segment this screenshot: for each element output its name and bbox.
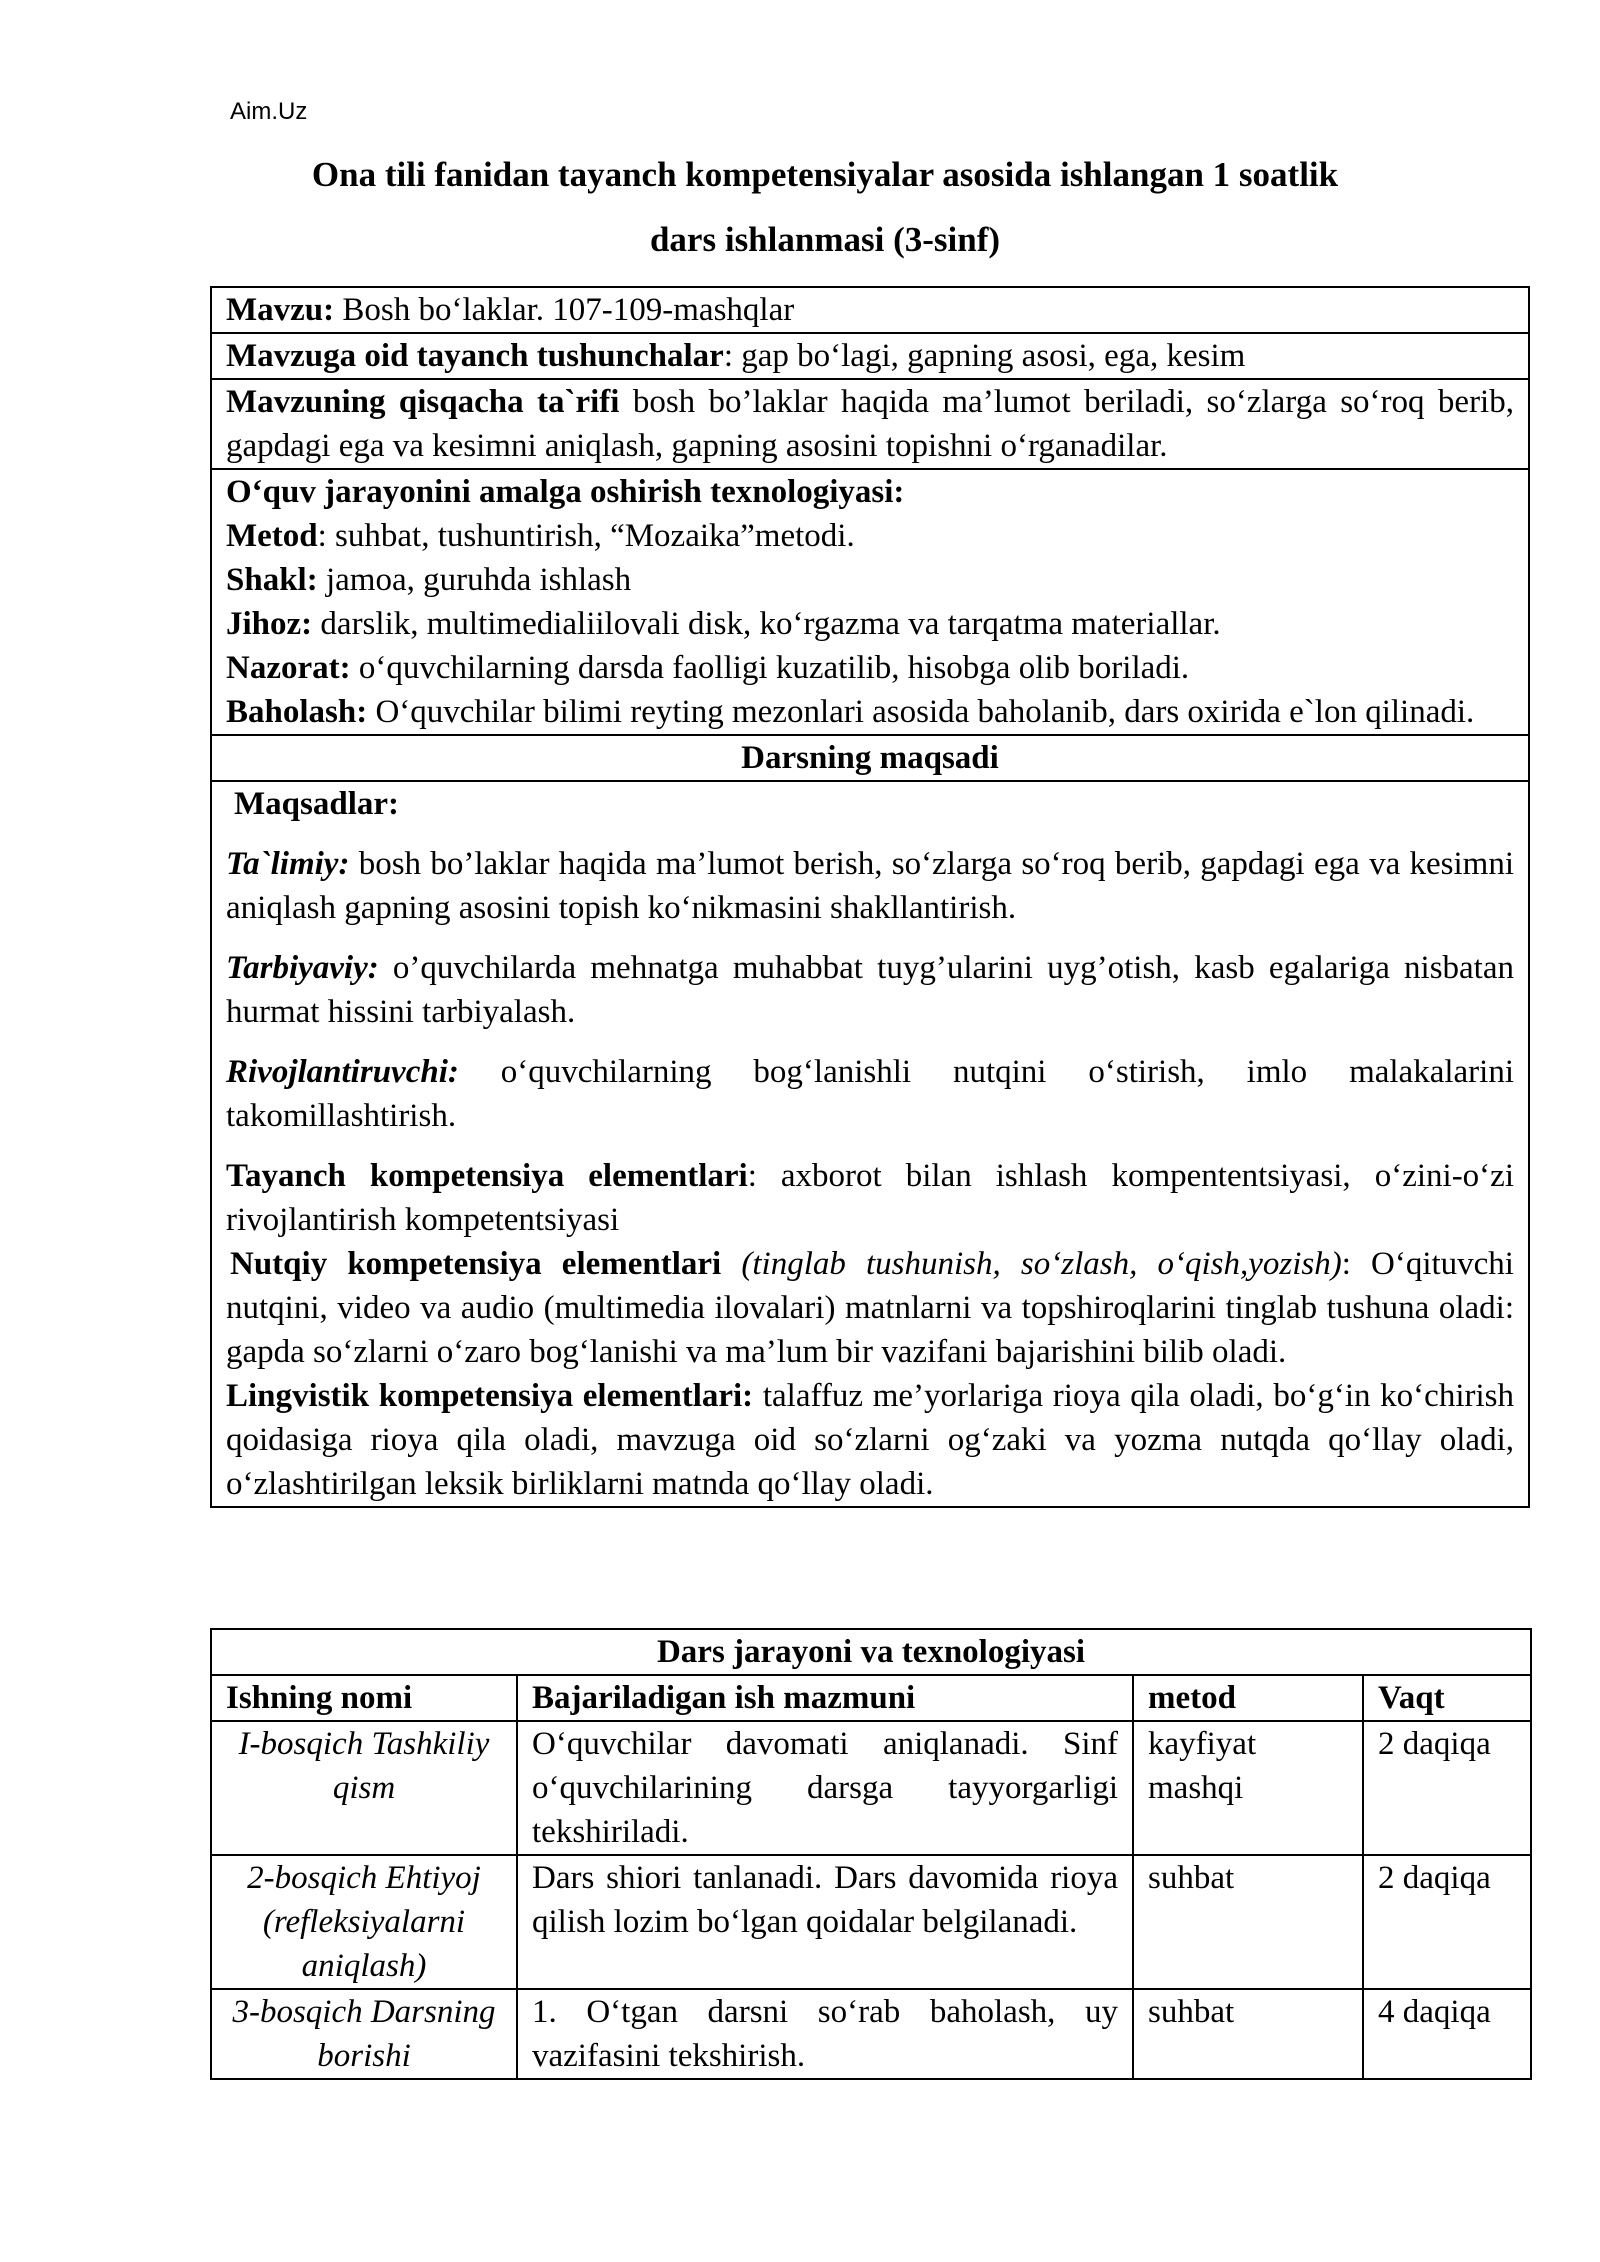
tarif-cell — [211, 379, 1529, 469]
tarif-row — [211, 379, 1529, 469]
tushunchalar-label: Mavzuga oid tayanch tushunchalar — [226, 338, 724, 374]
tushunchalar-row — [211, 333, 1529, 379]
jihoz-label: Jihoz: — [226, 606, 313, 642]
step-content-cell: 1. O‘tgan darsni so‘rab baholash, uy vazifasini tekshirish. — [517, 1989, 1133, 2079]
texnologiya-cell — [211, 469, 1529, 735]
jarayon-heading: Dars jarayoni va texnologiyasi — [656, 1634, 1086, 1670]
table-row — [211, 1855, 1531, 1989]
texnologiya-row — [211, 469, 1529, 735]
watermark: Aim.Uz — [230, 98, 308, 125]
metod-text: : suhbat, tushuntirish, “Mozaika”metodi. — [317, 518, 855, 554]
tarbiyaviy-label: Tarbiyaviy: — [226, 950, 379, 986]
lingv-paragraph — [226, 1374, 1514, 1506]
nutqiy-italic: (tinglab tushunish, so‘zlash, o‘qish,yozish) — [721, 1246, 1342, 1282]
rivoj-paragraph — [226, 1050, 1514, 1138]
step-content-cell: O‘quvchilar davomati aniqlanadi. Sinf o‘quvchilarining darsga tayyorgarligi tekshiriladi. — [517, 1721, 1133, 1855]
maqsad-heading-cell — [211, 735, 1529, 781]
nazorat-text: o‘quvchilarning darsda faolligi kuzatilib, hisobga olib boriladi. — [350, 650, 1190, 686]
document-title-line1: Ona tili fanidan tayanch kompetensiyalar asosida ishlangan 1 soatlik — [311, 155, 1339, 194]
metod-line — [226, 514, 1514, 558]
step-content-cell: Dars shiori tanlanadi. Dars davomida rioya qilish lozim bo‘lgan qoidalar belgilanadi. — [517, 1855, 1133, 1989]
shakl-line — [226, 558, 1514, 602]
document-title-line2: dars ishlanmasi (3-sinf) — [649, 220, 1001, 259]
table-row — [211, 1989, 1531, 2079]
maqsad-heading: Darsning maqsadi — [741, 740, 999, 776]
column-header-name: Ishning nomi — [226, 1680, 413, 1716]
baholash-text: O‘quvchilar bilimi reyting mezonlari asosida baholanib, dars oxirida e`lon qilinadi. — [367, 694, 1475, 730]
lesson-info-table — [210, 286, 1530, 1508]
shakl-text: jamoa, guruhda ishlash — [317, 562, 632, 598]
talimiy-paragraph — [226, 842, 1514, 930]
step-vaqt-cell: 4 daqiqa — [1363, 1989, 1531, 2079]
step-name-cell: 3-bosqich Darsning borishi — [211, 1989, 517, 2079]
mavzu-text: Bosh bo‘laklar. 107-109-mashqlar — [334, 292, 795, 328]
step-metod-cell: suhbat — [1133, 1855, 1363, 1989]
step-metod-cell: suhbat — [1133, 1989, 1363, 2079]
step-name-cell: I-bosqich Tashkiliy qism — [211, 1721, 517, 1855]
nutqiy-label: Nutqiy kompetensiya elementlari — [230, 1246, 722, 1282]
lingv-text: talaffuz me’yorlariga rioya qila oladi, bo‘g‘in ko‘chirish qoidasiga rioya qila oladi, mavzuga oid so‘zlarni og‘zaki va yozma nutqda qo‘llay oladi, o‘zlashtirilgan leksik birliklarni matnda qo‘llay oladi. — [226, 1378, 1514, 1502]
tayanch-paragraph — [226, 1154, 1514, 1242]
column-header-metod: metod — [1148, 1680, 1236, 1716]
tushunchalar-cell — [211, 333, 1529, 379]
mavzu-cell — [211, 287, 1529, 333]
jihoz-line — [226, 602, 1514, 646]
texnologiya-heading-text: O‘quv jarayonini amalga oshirish texnologiyasi: — [226, 474, 905, 510]
lingv-label: Lingvistik kompetensiya elementlari: — [226, 1378, 754, 1414]
jarayon-heading-cell — [211, 1629, 1531, 1675]
maqsad-heading-row — [211, 735, 1529, 781]
maqsadlar-cell — [211, 781, 1529, 1507]
column-header-content: Bajariladigan ish mazmuni — [532, 1680, 916, 1716]
tushunchalar-text: : gap bo‘lagi, gapning asosi, ega, kesim — [723, 338, 1246, 374]
metod-label: Metod — [226, 518, 318, 554]
nazorat-line — [226, 646, 1514, 690]
maqsadlar-label-text: Maqsadlar: — [234, 786, 399, 822]
jarayon-heading-row — [211, 1629, 1531, 1675]
mavzu-label: Mavzu: — [226, 292, 335, 328]
talimiy-label: Ta`limiy: — [226, 846, 350, 882]
column-header — [211, 1675, 517, 1721]
baholash-label: Baholash: — [226, 694, 368, 730]
shakl-label: Shakl: — [226, 562, 318, 598]
column-header — [1363, 1675, 1531, 1721]
tayanch-text: : axborot bilan ishlash kompententsiyasi, o‘zini-o‘zi rivojlantirish kompetentsiyasi — [226, 1158, 1514, 1238]
column-header-vaqt: Vaqt — [1378, 1680, 1445, 1716]
column-header — [517, 1675, 1133, 1721]
talimiy-text: bosh bo’laklar haqida ma’lumot berish, so‘zlarga so‘roq berib, gapdagi ega va kesimni aniqlash gapning asosini topish ko‘nikmasini shakllantirish. — [226, 846, 1514, 926]
rivoj-text: o‘quvchilarning bog‘lanishli nutqini o‘stirish, imlo malakalarini takomillashtirish. — [226, 1054, 1514, 1134]
table-row — [211, 1721, 1531, 1855]
step-vaqt-cell: 2 daqiqa — [1363, 1855, 1531, 1989]
texnologiya-heading — [226, 470, 1514, 514]
step-metod-cell: kayfiyat mashqi — [1133, 1721, 1363, 1855]
step-vaqt-cell: 2 daqiqa — [1363, 1721, 1531, 1855]
maqsadlar-row — [211, 781, 1529, 1507]
nutqiy-text: : O‘qituvchi nutqini, video va audio (multimedia ilovalari) matnlarni va topshiroqlarini tinglab tushuna oladi: gapda so‘zlarni o‘zaro bog‘lanishi va ma’lum bir vazifani bajarishini bilib oladi. — [226, 1246, 1514, 1370]
nazorat-label: Nazorat: — [226, 650, 351, 686]
tarif-text: bosh bo’laklar haqida ma’lumot beriladi, so‘zlarga so‘roq berib, gapdagi ega va kesimni aniqlash, gapning asosini topishni o‘rganadilar. — [226, 384, 1514, 464]
column-header — [1133, 1675, 1363, 1721]
mavzu-row — [211, 287, 1529, 333]
tarbiyaviy-paragraph — [226, 946, 1514, 1034]
baholash-line — [226, 690, 1514, 734]
tayanch-label: Tayanch kompetensiya elementlari — [226, 1158, 748, 1194]
tarbiyaviy-text: o’quvchilarda mehnatga muhabbat tuyg’ularini uyg’otish, kasb egalariga nisbatan hurmat hissini tarbiyalash. — [226, 950, 1514, 1030]
rivoj-label: Rivojlantiruvchi: — [226, 1054, 459, 1090]
tarif-label: Mavzuning qisqacha ta`rifi — [226, 384, 620, 420]
jihoz-text: darslik, multimedialiilovali disk, ko‘rgazma va tarqatma materiallar. — [312, 606, 1221, 642]
column-header-row — [211, 1675, 1531, 1721]
nutqiy-paragraph — [226, 1242, 1514, 1374]
lesson-process-table — [210, 1628, 1532, 2080]
step-name-cell: 2-bosqich Ehtiyoj (refleksiyalarni aniqlash) — [211, 1855, 517, 1989]
maqsadlar-label — [226, 782, 1514, 826]
